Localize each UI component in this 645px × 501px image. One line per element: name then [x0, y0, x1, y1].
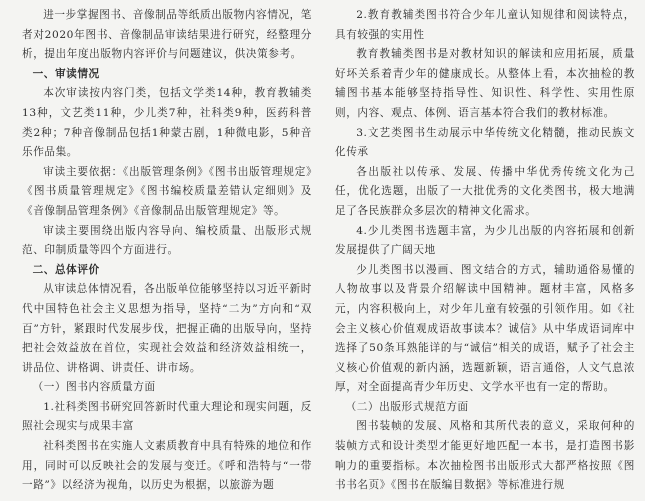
review-basis-paragraph: 审读主要依据：《出版管理条例》《图书出版管理规定》《图书质量管理规定》《图书编校质量差错认定细则》及《音像制品管理条例》《音像制品出版管理规定》等。: [22, 165, 312, 217]
intro-paragraph: 进一步掌握图书、音像制品等纸质出版物内容情况，笔者对2020年图书、音像制品审读结果进行研究，经整理分析，提出年度出版物内容评价与问题建议，供决策参考。: [22, 9, 312, 61]
education-paragraph: 教育教辅类图书是对教材知识的解读和应用拓展，质量好坏关系着青少年的健康成长。从整体上看，本次抽检的教辅图书基本能够坚持指导性、知识性、科学性、实用性原则，内容、观点、体例、语言基本符合我们的教材标准。: [335, 48, 635, 119]
review-categories-paragraph: 本次审读按内容门类，包括文学类14种，教育教辅类13种，文艺类11种，少儿类7种，社科类9种，医药科普类2种；7种音像制品包括1种蒙古剧，1种微电影，5种音乐作品集。: [22, 87, 312, 159]
evaluation-paragraph: 从审读总体情况看，各出版单位能够坚持以习近平新时代中国特色社会主义思想为指导，坚持“二为”方向和“双百”方针，紧跟时代发展步伐，把握正确的出版导向，坚持把社会效益放在首位，实现社会效益和经济效益相统一，讲品位、讲格调、讲责任、讲市场。: [22, 283, 312, 374]
left-column: [22, 6, 312, 501]
right-column: [335, 6, 635, 501]
format-standard-paragraph: 图书装帧的发展、风格和其所代表的意义，采取何种的装帧方式和设计类型才能更好地匹配一本书，是打造图书影响力的重要指标。本次抽检图书出版形式大都严格按照《图书书名页》《图书在版编目数据》等标准进行规: [335, 420, 635, 492]
subheading-content-quality: （一）图书内容质量方面: [32, 381, 156, 394]
subsection-literature-art-title: 3.文艺类图书生动展示中华传统文化精髓，推动民族文化传承: [335, 126, 635, 159]
subsection-social-science-title: 1.社科类图书研究回答新时代重大理论和现实问题，反照社会现实与成果丰富: [22, 400, 312, 433]
subheading-format-standard: （二）出版形式规范方面: [345, 400, 469, 413]
review-aspects-paragraph: 审读主要围绕出版内容导向、编校质量、出版形式规范、印制质量等四个方面进行。: [22, 224, 312, 257]
section-heading-review: 一、审读情况: [32, 67, 100, 80]
literature-art-paragraph: 各出版社以传承、发展、传播中华优秀传统文化为己任，优化选题，出版了一大批优秀的文化类图书，极大地满足了各民族群众多层次的精神文化需求。: [335, 165, 635, 217]
subsection-children-title: 4.少儿类图书选题丰富，为少儿出版的内容拓展和创新发展提供了广阔天地: [335, 224, 635, 257]
section-heading-evaluation: 二、总体评价: [32, 263, 100, 276]
children-paragraph: 少儿类图书以漫画、图文结合的方式，辅助通俗易懂的人物故事以及背景介绍解读中国精神。题材丰富，风格多元，内容积极向上，对少年儿童有较强的引领作用。如《社会主义核心价值观成语故事读本？诚信》从中华成语词库中选择了50条耳熟能详的与“诚信”相关的成语，赋予了社会主义核心价值观的新内涵，选题新颖，语言通俗，人文气息浓厚，对全面提高青少年历史、文学水平也有一定的帮助。: [335, 263, 635, 394]
social-science-paragraph: 社科类图书在实施人文素质教育中具有特殊的地位和作用，同时可以反映社会的发展与变迁。《呼和浩特与“一带一路”》以经济为视角，以历史为根据，以旅游为题: [22, 440, 312, 492]
subsection-education-title: 2.教育教辅类图书符合少年儿童认知规律和阅读特点，具有较强的实用性: [335, 9, 635, 41]
